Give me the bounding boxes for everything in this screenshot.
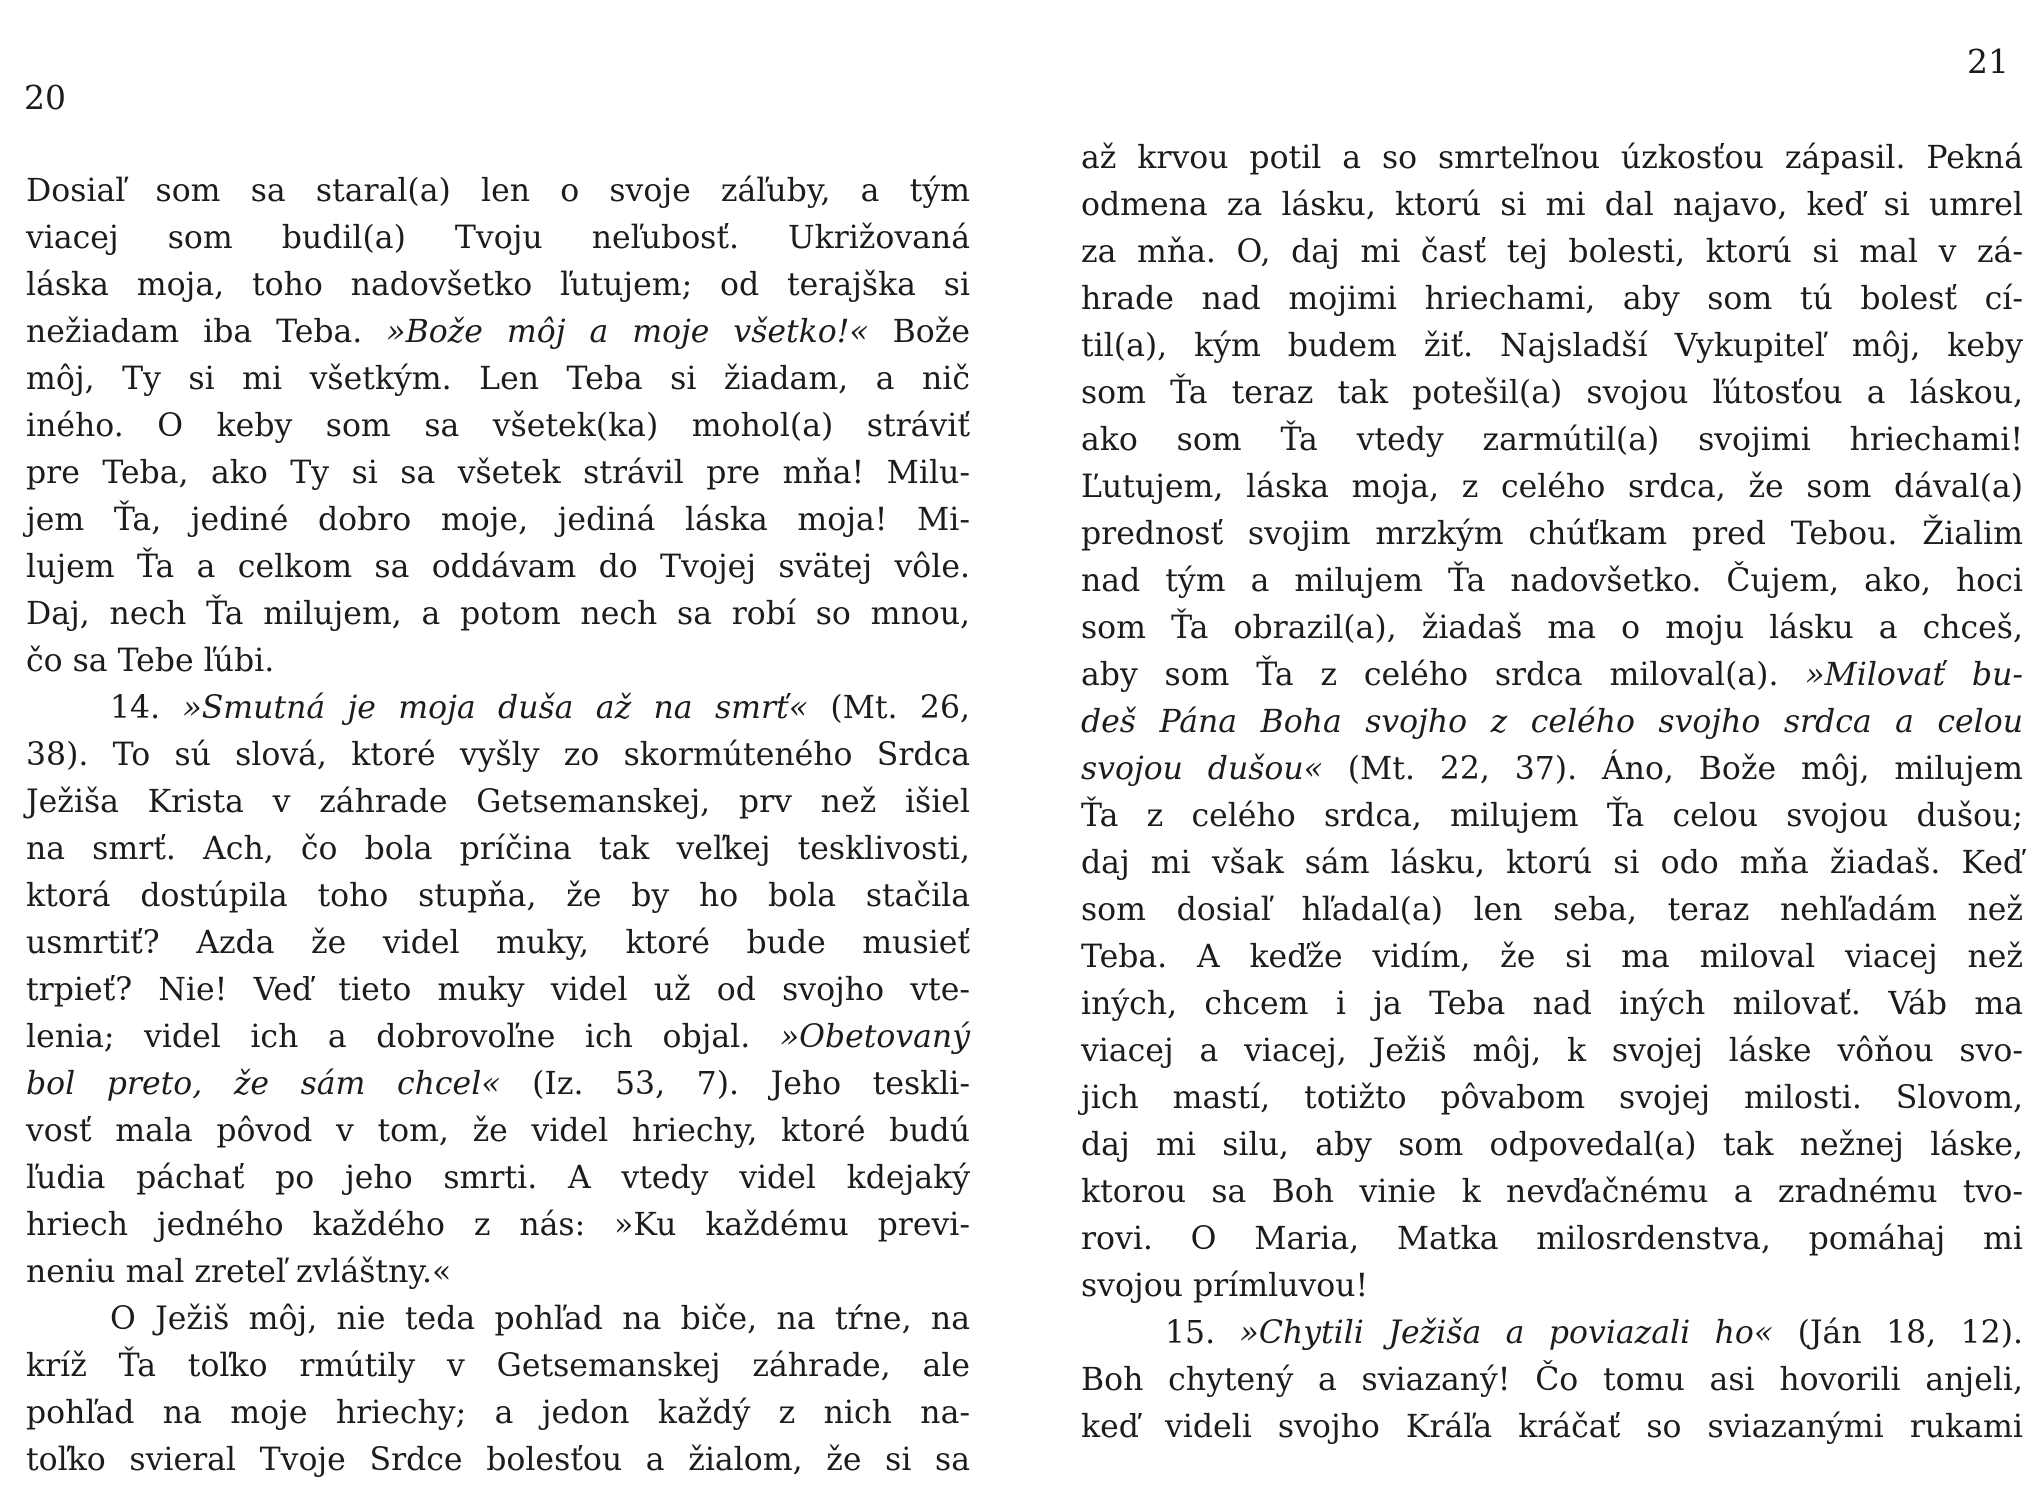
text-line: jich mastí, totižto pôvabom svojej milosti. Slovom, (1081, 1080, 2023, 1116)
text-line: neniu mal zreteľ zvláštny.« (26, 1254, 452, 1290)
text-line: 38). To sú slová, ktoré vyšly zo skormúteného Srdca (26, 737, 970, 773)
text-line: môj, Ty si mi všetkým. Len Teba si žiadam, a nič (26, 361, 970, 397)
text-line: na smrť. Ach, čo bola príčina tak veľkej tesklivosti, (26, 831, 970, 867)
left-page (0, 0, 1000, 1500)
text-line: Ľutujem, láska moja, z celého srdca, že som dával(a) (1081, 469, 2023, 505)
text-segment: lenia; videl ich a dobrovoľne ich objal. (26, 1019, 780, 1055)
text-line: pre Teba, ako Ty si sa všetek strávil pre mňa! Milu- (26, 455, 970, 491)
text-line (1081, 652, 2023, 699)
text-line: ľudia páchať po jeho smrti. A vtedy videl kdejaký (26, 1160, 970, 1196)
text-line: Ťa z celého srdca, milujem Ťa celou svojou dušou; (1081, 798, 2023, 834)
italic-quote: deš Pána Boha svojho z celého svojho srdca a celou (1081, 704, 2023, 740)
text-line: ktorou sa Boh vinie k nevďačnému a zradnému tvo- (1081, 1174, 2023, 1210)
text-segment: Bože (868, 314, 970, 350)
text-line: až krvou potil a so smrteľnou úzkosťou zápasil. Pekná (1081, 140, 2023, 176)
text-line (26, 685, 970, 732)
text-line: lujem Ťa a celkom sa oddávam do Tvojej svätej vôle. (26, 549, 970, 585)
text-line: keď videli svojho Kráľa kráčať so sviazanými rukami (1081, 1409, 2023, 1445)
text-segment: nežiadam iba Teba. (26, 314, 387, 350)
text-line (26, 309, 970, 356)
text-segment: 14. (110, 690, 183, 726)
text-line: odmena za lásku, ktorú si mi dal najavo, keď si umrel (1081, 187, 2023, 223)
text-line: viacej a viacej, Ježiš môj, k svojej láske vôňou svo- (1081, 1033, 2023, 1069)
italic-quote: svojou dušou« (1081, 751, 1323, 787)
text-line: hriech jedného každého z nás: »Ku každému previ- (26, 1207, 970, 1243)
text-line: som Ťa obrazil(a), žiadaš ma o moju lásku a chceš, (1081, 610, 2023, 646)
text-line: som dosiaľ hľadal(a) len seba, teraz nehľadám než (1081, 892, 2023, 928)
text-line (1081, 699, 2023, 746)
text-line: Boh chytený a sviazaný! Čo tomu asi hovorili anjeli, (1081, 1362, 2023, 1398)
text-line: ktorá dostúpila toho stupňa, že by ho bola stačila (26, 878, 970, 914)
text-line: trpieť? Nie! Veď tieto muky videl už od svojho vte- (26, 972, 970, 1008)
text-line: kríž Ťa toľko rmútily v Getsemanskej záhrade, ale (26, 1348, 970, 1384)
text-line: toľko svieral Tvoje Srdce bolesťou a žialom, že si sa (26, 1442, 970, 1478)
text-line: za mňa. O, daj mi časť tej bolesti, ktorú si mal v zá- (1081, 234, 2023, 270)
text-line: usmrtiť? Azda že videl muky, ktoré bude musieť (26, 925, 970, 961)
text-line (26, 1061, 970, 1108)
text-line: iného. O keby som sa všetek(ka) mohol(a) stráviť (26, 408, 970, 444)
text-line: daj mi však sám lásku, ktorú si odo mňa žiadaš. Keď (1081, 845, 2023, 881)
text-line: nad tým a milujem Ťa nadovšetko. Čujem, ako, hoci (1081, 563, 2023, 599)
italic-quote: »Obetovaný (779, 1019, 970, 1055)
page-text (1081, 135, 2023, 1451)
text-segment: 15. (1165, 1315, 1240, 1351)
text-line (1081, 1310, 2023, 1357)
text-line: pohľad na moje hriechy; a jedon každý z nich na- (26, 1395, 970, 1431)
text-line: iných, chcem i ja Teba nad iných milovať. Váb ma (1081, 986, 2023, 1022)
text-line: Teba. A keďže vidím, že si ma miloval viacej než (1081, 939, 2023, 975)
text-segment: (Mt. 22, 37). Áno, Bože môj, milujem (1322, 751, 2023, 787)
italic-quote: »Milovať bu- (1805, 657, 2024, 693)
text-line: Daj, nech Ťa milujem, a potom nech sa robí so mnou, (26, 596, 970, 632)
text-line: čo sa Tebe ľúbi. (26, 643, 275, 679)
page-number: 21 (1967, 42, 2009, 81)
text-line (26, 1014, 970, 1061)
text-segment: (Ján 18, 12). (1773, 1315, 2023, 1351)
text-line: til(a), kým budem žiť. Najsladší Vykupiteľ môj, keby (1081, 328, 2023, 364)
text-line: daj mi silu, aby som odpovedal(a) tak nežnej láske, (1081, 1127, 2023, 1163)
text-line: hrade nad mojimi hriechami, aby som tú bolesť cí- (1081, 281, 2023, 317)
italic-quote: bol preto, že sám chcel« (26, 1066, 501, 1102)
page-text (26, 168, 970, 1484)
text-line: viacej som budil(a) Tvoju neľubosť. Ukrižovaná (26, 220, 970, 256)
text-line: láska moja, toho nadovšetko ľutujem; od terajška si (26, 267, 970, 303)
text-line: Dosiaľ som sa staral(a) len o svoje záľuby, a tým (26, 173, 970, 209)
text-segment: (Iz. 53, 7). Jeho teskli- (500, 1066, 970, 1102)
italic-quote: »Bože môj a moje všetko!« (386, 314, 869, 350)
right-page (1040, 0, 2038, 1500)
text-line: svojou prímluvou! (1081, 1268, 1369, 1304)
text-segment: (Mt. 26, (807, 690, 971, 726)
text-line: prednosť svojim mrzkým chúťkam pred Tebou. Žialim (1081, 516, 2023, 552)
text-line: vosť mala pôvod v tom, že videl hriechy, ktoré budú (26, 1113, 970, 1149)
text-line: O Ježiš môj, nie teda pohľad na biče, na tŕne, na (110, 1301, 970, 1337)
text-line: ako som Ťa vtedy zarmútil(a) svojimi hriechami! (1081, 422, 2023, 458)
text-line: Ježiša Krista v záhrade Getsemanskej, prv než išiel (26, 784, 970, 820)
text-line: som Ťa teraz tak potešil(a) svojou ľútosťou a láskou, (1081, 375, 2023, 411)
text-line: rovi. O Maria, Matka milosrdenstva, pomáhaj mi (1081, 1221, 2023, 1257)
text-line: jem Ťa, jediné dobro moje, jediná láska moja! Mi- (26, 502, 970, 538)
text-line (1081, 746, 2023, 793)
italic-quote: »Chytili Ježiša a poviazali ho« (1239, 1315, 1774, 1351)
italic-quote: »Smutná je moja duša až na smrť« (182, 690, 808, 726)
text-segment: aby som Ťa z celého srdca miloval(a). (1081, 657, 1806, 693)
page-number: 20 (24, 78, 66, 117)
